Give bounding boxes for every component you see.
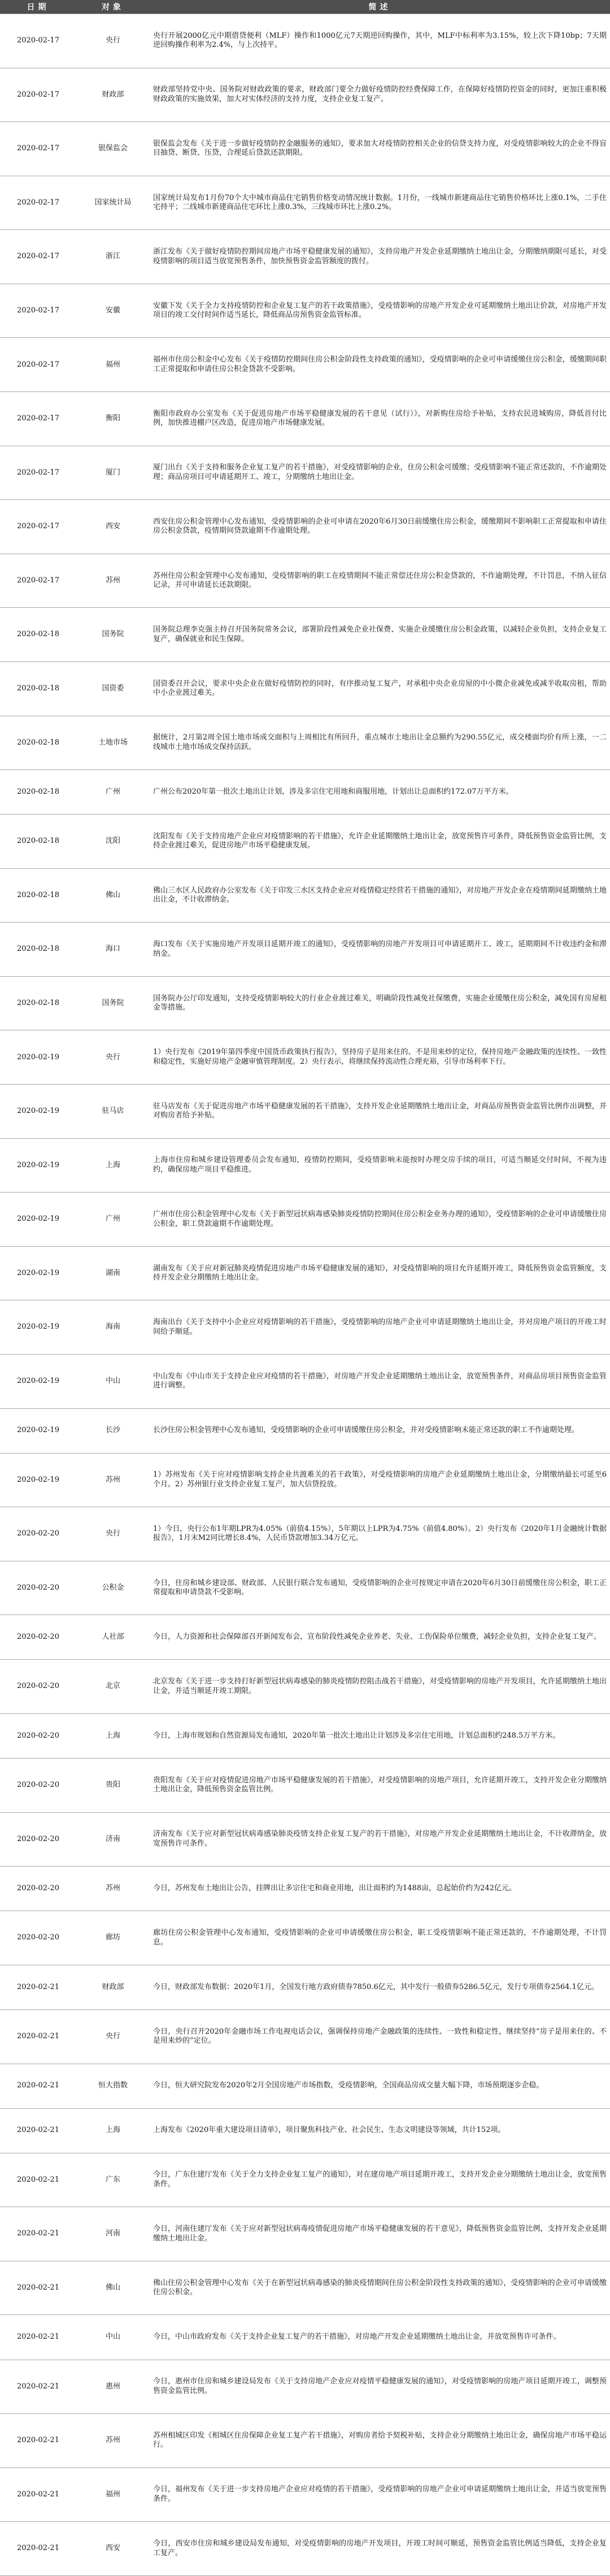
row-object-cell: 苏州 (76, 2414, 150, 2468)
table-row (0, 716, 610, 770)
row-date-cell: 2020-02-17 (0, 392, 76, 446)
row-object-cell: 长沙 (76, 1408, 150, 1453)
header-description: 简述 (150, 0, 610, 14)
row-object-cell: 上海 (76, 1714, 150, 1759)
row-object-cell: 佛山 (76, 868, 150, 923)
row-object-cell: 上海 (76, 2108, 150, 2153)
row-date-cell: 2020-02-21 (0, 1965, 76, 2009)
table-row (0, 1561, 610, 1615)
row-date-cell: 2020-02-17 (0, 554, 76, 608)
table-row (0, 662, 610, 716)
row-date-cell: 2020-02-17 (0, 500, 76, 554)
row-date-cell: 2020-02-19 (0, 1453, 76, 1507)
table-row (0, 176, 610, 230)
table-row (0, 1246, 610, 1300)
row-date-cell: 2020-02-17 (0, 230, 76, 284)
row-object-cell: 福州 (76, 338, 150, 392)
row-date-cell: 2020-02-17 (0, 338, 76, 392)
table-row (0, 2153, 610, 2207)
row-object-cell: 财政部 (76, 1965, 150, 2009)
table-row (0, 1660, 610, 1714)
row-object-cell: 广州 (76, 1193, 150, 1247)
table-row (0, 392, 610, 446)
row-date-cell: 2020-02-19 (0, 1300, 76, 1355)
row-description-cell: 厦门出台《关于支持和服务企业复工复产的若干措施》，对受疫情影响的企业，住房公积金可缓缴；受疫情影响不能正常还款的，不作逾期处理；商品房项目可申请延期开工、竣工，分期缴纳土地出让金。 (150, 446, 610, 500)
row-object-cell: 恒大指数 (76, 2064, 150, 2108)
table-row (0, 446, 610, 500)
row-description-cell: 浙江发布《关于做好疫情防控期间房地产市场平稳健康发展的通知》，支持房地产开发企业延期缴纳土地出让金，分期缴纳期限可延长，对受疫情影响的项目适当放宽预售条件，加快预售资金监管额度的拨付。 (150, 230, 610, 284)
row-object-cell: 人社部 (76, 1615, 150, 1660)
header-object: 对象 (76, 0, 150, 14)
table-row (0, 1453, 610, 1507)
row-date-cell: 2020-02-18 (0, 608, 76, 662)
row-date-cell: 2020-02-20 (0, 1911, 76, 1965)
row-object-cell: 广东 (76, 2153, 150, 2207)
table-row (0, 2468, 610, 2522)
table-row (0, 1030, 610, 1085)
row-object-cell: 央行 (76, 1507, 150, 1561)
table-row (0, 230, 610, 284)
row-description-cell: 廊坊住房公积金管理中心发布通知，受疫情影响的企业可申请缓缴住房公积金，职工受疫情影响不能正常还款的，不作逾期处理，不计罚息。 (150, 1911, 610, 1965)
row-date-cell: 2020-02-21 (0, 2009, 76, 2064)
table-row (0, 2009, 610, 2064)
row-object-cell: 广州 (76, 770, 150, 815)
row-object-cell: 河南 (76, 2207, 150, 2261)
row-date-cell: 2020-02-17 (0, 446, 76, 500)
table-row (0, 976, 610, 1030)
table-row (0, 122, 610, 176)
row-description-cell: 财政部坚持党中央、国务院对财政政策的要求，财政部门要全力做好疫情防控经费保障工作，在保障好疫情防控资金的同时，更加注重积极财政政策的实施效果，加大对实体经济的支持力度，支持企业复工复产。 (150, 68, 610, 122)
row-object-cell: 中山 (76, 1354, 150, 1408)
row-description-cell: 今日，广东住建厅发布《关于全力支持企业复工复产的通知》，对在建房地产项目延期开竣工，支持开发企业分期缴纳土地出让金，放宽预售条件。 (150, 2153, 610, 2207)
row-object-cell: 苏州 (76, 1866, 150, 1911)
row-date-cell: 2020-02-21 (0, 2064, 76, 2108)
row-date-cell: 2020-02-21 (0, 2261, 76, 2315)
row-date-cell: 2020-02-20 (0, 1714, 76, 1759)
row-object-cell: 央行 (76, 2009, 150, 2064)
row-description-cell: 今日，住房和城乡建设部、财政部、人民银行联合发布通知，受疫情影响的企业可按规定申请在2020年6月30日前缓缴住房公积金，职工正常提取和申请贷款不受影响。 (150, 1561, 610, 1615)
row-description-cell: 长沙住房公积金管理中心发布通知，受疫情影响的企业可申请缓缴住房公积金，并对受疫情影响未能正常还款的职工不作逾期处理。 (150, 1408, 610, 1453)
row-date-cell: 2020-02-21 (0, 2153, 76, 2207)
row-description-cell: 国务院总理李克强主持召开国务院常务会议，部署阶段性减免企业社保费、实施企业缓缴住房公积金政策，以减轻企业负担，支持企业复工复产，确保就业和民生保障。 (150, 608, 610, 662)
table-row (0, 1714, 610, 1759)
row-description-cell: 湖南发布《关于应对新冠肺炎疫情促进房地产市场平稳健康发展的通知》，对受疫情影响的项目允许延期开竣工，降低预售资金监管额度，支持开发企业分期缴纳土地出让金。 (150, 1246, 610, 1300)
table-row (0, 770, 610, 815)
row-description-cell: 今日，恒大研究院发布2020年2月全国房地产市场指数，受疫情影响，全国商品房成交量大幅下降，市场预期逐步企稳。 (150, 2064, 610, 2108)
row-object-cell: 公积金 (76, 1561, 150, 1615)
row-description-cell: 据统计，2月第2周全国土地市场成交面积与上周相比有所回升，重点城市土地出让金总额约为290.55亿元，成交楼面均价有所上涨，一二线城市土地市场成交保持活跃。 (150, 716, 610, 770)
row-description-cell: 今日，河南住建厅发布《关于应对新型冠状病毒疫情促进房地产市场平稳健康发展的若干意见》，降低预售资金监管比例，支持开发企业延期缴纳土地出让金。 (150, 2207, 610, 2261)
row-description-cell: 苏州住房公积金管理中心发布通知，受疫情影响的职工在疫情期间不能正常偿还住房公积金贷款的，不作逾期处理，不计罚息，不纳入征信记录，并可申请延长还款期限。 (150, 554, 610, 608)
row-object-cell: 安徽 (76, 284, 150, 338)
row-date-cell: 2020-02-20 (0, 1660, 76, 1714)
row-description-cell: 1）今日，央行公布1年期LPR为4.05%（前值4.15%），5年期以上LPR为4.75%（前值4.80%）。2）央行发布《2020年1月金融统计数据报告》，1月末M2同比增长8.4%，人民币贷款增加3.34万亿元。 (150, 1507, 610, 1561)
row-date-cell: 2020-02-17 (0, 68, 76, 122)
row-date-cell: 2020-02-20 (0, 1561, 76, 1615)
row-date-cell: 2020-02-19 (0, 1246, 76, 1300)
row-object-cell: 廊坊 (76, 1911, 150, 1965)
row-date-cell: 2020-02-21 (0, 2207, 76, 2261)
table-row (0, 1866, 610, 1911)
row-date-cell: 2020-02-18 (0, 716, 76, 770)
row-description-cell: 中山发布《中山市关于支持企业应对疫情的若干措施》，对房地产开发企业延期缴纳土地出让金，放宽预售条件，对商品房项目预售资金监管进行调整。 (150, 1354, 610, 1408)
row-description-cell: 济南发布《关于应对新型冠状病毒感染肺炎疫情支持企业复工复产的若干措施》，对房地产开发企业延期缴纳土地出让金，不计收滞纳金，放宽预售许可条件。 (150, 1812, 610, 1866)
row-description-cell: 广州市住房公积金管理中心发布《关于新型冠状病毒感染肺炎疫情防控期间住房公积金业务办理的通知》，受疫情影响的企业可申请缓缴住房公积金，职工贷款逾期不作逾期处理。 (150, 1193, 610, 1247)
table-row (0, 2522, 610, 2576)
row-date-cell: 2020-02-19 (0, 1085, 76, 1139)
table-row (0, 1085, 610, 1139)
row-description-cell: 今日，苏州发布土地出让公告，挂牌出让多宗住宅和商业用地，出让面积约为1488亩，总起始价约为242亿元。 (150, 1866, 610, 1911)
table-row (0, 1193, 610, 1247)
row-description-cell: 今日，福州发布《关于进一步支持房地产企业应对疫情的若干措施》，受疫情影响的房地产企业可申请延期缴纳土地出让金，并适当放宽预售条件。 (150, 2468, 610, 2522)
row-description-cell: 衡阳市政府办公室发布《关于促进房地产市场平稳健康发展的若干意见（试行）》，对新购住房给予补贴，支持农民进城购房，降低首付比例，加快推进棚户区改造，促进房地产市场健康发展。 (150, 392, 610, 446)
row-description-cell: 广州公布2020年第一批次土地出让计划，涉及多宗住宅用地和商服用地，计划出让总面积约172.07万平方米。 (150, 770, 610, 815)
row-description-cell: 沈阳发布《关于支持房地产企业应对疫情影响的若干措施》，允许企业延期缴纳土地出让金，放宽预售许可条件，降低预售资金监管比例，支持企业渡过难关，促进房地产市场平稳健康发展。 (150, 815, 610, 869)
table-row (0, 1408, 610, 1453)
row-date-cell: 2020-02-21 (0, 2360, 76, 2414)
row-date-cell: 2020-02-19 (0, 1030, 76, 1085)
table-row (0, 923, 610, 977)
row-description-cell: 上海市住房和城乡建设管理委员会发布通知，疫情防控期间，受疫情影响未能按时办理交房手续的项目，可适当顺延交付时间，不视为违约，确保房地产项目平稳推进。 (150, 1138, 610, 1193)
row-object-cell: 苏州 (76, 1453, 150, 1507)
row-description-cell: 贵阳发布《关于应对疫情促进房地产市场平稳健康发展的若干措施》，对受疫情影响的房地产项目，允许延期开竣工，支持开发企业分期缴纳土地出让金，降低预售资金监管比例。 (150, 1759, 610, 1813)
row-object-cell: 海口 (76, 923, 150, 977)
table-row (0, 1812, 610, 1866)
row-date-cell: 2020-02-20 (0, 1507, 76, 1561)
table-row (0, 338, 610, 392)
row-date-cell: 2020-02-19 (0, 1354, 76, 1408)
row-description-cell: 1）苏州发布《关于应对疫情影响支持企业共渡难关的若干政策》，对受疫情影响的房地产企业延期缴纳土地出让金，分期缴纳最长可延至6个月。2）苏州银行业支持企业复工复产，加大信贷投放。 (150, 1453, 610, 1507)
table-row (0, 14, 610, 68)
table-row (0, 815, 610, 869)
table-row (0, 1354, 610, 1408)
row-date-cell: 2020-02-17 (0, 176, 76, 230)
table-row (0, 1615, 610, 1660)
row-object-cell: 苏州 (76, 554, 150, 608)
row-description-cell: 央行开展2000亿元中期借贷便利（MLF）操作和1000亿元7天期逆回购操作，其中，MLF中标利率为3.15%，较上次下降10bp；7天期逆回购操作利率为2.4%，与上次持平。 (150, 14, 610, 68)
row-object-cell: 西安 (76, 500, 150, 554)
row-date-cell: 2020-02-19 (0, 1408, 76, 1453)
row-object-cell: 济南 (76, 1812, 150, 1866)
table-row (0, 1759, 610, 1813)
row-object-cell: 央行 (76, 14, 150, 68)
row-date-cell: 2020-02-18 (0, 662, 76, 716)
row-object-cell: 浙江 (76, 230, 150, 284)
row-description-cell: 银保监会发布《关于进一步做好疫情防控金融服务的通知》，要求加大对疫情防控相关企业的信贷支持力度，对受疫情影响较大的企业不得盲目抽贷、断贷、压贷，合理延后贷款还款期限。 (150, 122, 610, 176)
row-description-cell: 驻马店发布《关于促进房地产市场平稳健康发展的若干措施》，支持开发企业延期缴纳土地出让金，对商品房预售资金监管比例作出调整，并对购房者给予补贴。 (150, 1085, 610, 1139)
table-row (0, 2360, 610, 2414)
row-object-cell: 国务院 (76, 608, 150, 662)
row-description-cell: 今日，中山市政府发布《关于支持企业复工复产的若干措施》，对房地产开发企业延期缴纳土地出让金，并放宽预售许可条件。 (150, 2315, 610, 2360)
table-row (0, 608, 610, 662)
table-row (0, 1300, 610, 1355)
row-date-cell: 2020-02-21 (0, 2108, 76, 2153)
row-object-cell: 佛山 (76, 2261, 150, 2315)
row-object-cell: 中山 (76, 2315, 150, 2360)
row-date-cell: 2020-02-18 (0, 923, 76, 977)
row-description-cell: 安徽下发《关于全力支持疫情防控和企业复工复产的若干政策措施》，受疫情影响的房地产开发企业可延期缴纳土地出让价款，对房地产开发项目的竣工交付时间作适当延长，降低商品房预售资金监管标准。 (150, 284, 610, 338)
row-description-cell: 今日，财政部发布数据：2020年1月，全国发行地方政府债券7850.6亿元，其中发行一般债券5286.5亿元，发行专项债券2564.1亿元。 (150, 1965, 610, 2009)
row-date-cell: 2020-02-20 (0, 1866, 76, 1911)
row-date-cell: 2020-02-19 (0, 1138, 76, 1193)
row-object-cell: 土地市场 (76, 716, 150, 770)
row-description-cell: 佛山三水区人民政府办公室发布《关于印发三水区支持企业应对疫情稳定经营若干措施的通知》，对房地产开发企业在疫情期间延期缴纳土地出让金，不计收滞纳金。 (150, 868, 610, 923)
row-object-cell: 驻马店 (76, 1085, 150, 1139)
row-description-cell: 苏州相城区印发《相城区住房保障企业复工复产若干措施》，对购房者给予契税补贴，支持企业分期缴纳土地出让金，确保房地产市场平稳运行。 (150, 2414, 610, 2468)
row-description-cell: 上海发布《2020年重大建设项目清单》，项目聚焦科技产业、社会民生、生态文明建设等领域，共计152项。 (150, 2108, 610, 2153)
table-row (0, 2261, 610, 2315)
row-description-cell: 国家统计局发布1月份70个大中城市商品住宅销售价格变动情况统计数据。1月份，一线城市新建商品住宅销售价格环比上涨0.1%，二手住宅持平；二线城市新建商品住宅环比上涨0.3%，三线城市环比上涨0.2%。 (150, 176, 610, 230)
table-row (0, 1965, 610, 2009)
table-row (0, 2207, 610, 2261)
table-header-row (0, 0, 610, 14)
table-row (0, 554, 610, 608)
row-date-cell: 2020-02-21 (0, 2414, 76, 2468)
row-description-cell: 今日，人力资源和社会保障部召开新闻发布会，宣布阶段性减免企业养老、失业、工伤保险单位缴费，减轻企业负担，支持企业复工复产。 (150, 1615, 610, 1660)
row-object-cell: 厦门 (76, 446, 150, 500)
row-date-cell: 2020-02-18 (0, 770, 76, 815)
row-date-cell: 2020-02-18 (0, 976, 76, 1030)
row-object-cell: 银保监会 (76, 122, 150, 176)
table-row (0, 68, 610, 122)
row-object-cell: 沈阳 (76, 815, 150, 869)
table-row (0, 1507, 610, 1561)
row-object-cell: 衡阳 (76, 392, 150, 446)
row-date-cell: 2020-02-19 (0, 1193, 76, 1247)
row-date-cell: 2020-02-17 (0, 14, 76, 68)
table-row (0, 1138, 610, 1193)
row-description-cell: 北京发布《关于进一步支持打好新型冠状病毒感染的肺炎疫情防控阻击战若干措施》，对受疫情影响的房地产开发项目，允许延期缴纳土地出让金，并适当顺延开竣工期限。 (150, 1660, 610, 1714)
row-description-cell: 福州市住房公积金中心发布《关于疫情防控期间住房公积金阶段性支持政策的通知》，受疫情影响的企业可申请缓缴住房公积金，缓缴期间职工正常提取和申请住房公积金贷款不受影响。 (150, 338, 610, 392)
row-date-cell: 2020-02-20 (0, 1759, 76, 1813)
row-object-cell: 财政部 (76, 68, 150, 122)
row-object-cell: 国务院 (76, 976, 150, 1030)
row-description-cell: 国资委召开会议，要求中央企业在做好疫情防控的同时，有序推动复工复产，对承租中央企业房屋的中小微企业减免或减半收取房租，帮助中小企业渡过难关。 (150, 662, 610, 716)
row-date-cell: 2020-02-21 (0, 2522, 76, 2576)
row-object-cell: 央行 (76, 1030, 150, 1085)
table-row (0, 2108, 610, 2153)
table-body (0, 14, 610, 2576)
row-date-cell: 2020-02-20 (0, 1812, 76, 1866)
row-description-cell: 今日，上海市规划和自然资源局发布通知，2020年第一批次土地出让计划涉及多宗住宅用地，计划总面积约248.5万平方米。 (150, 1714, 610, 1759)
row-date-cell: 2020-02-21 (0, 2468, 76, 2522)
table-row (0, 2315, 610, 2360)
row-description-cell: 国务院办公厅印发通知，支持受疫情影响较大的行业企业渡过难关，明确阶段性减免社保缴费，实施企业缓缴住房公积金，减免国有房屋租金等措施。 (150, 976, 610, 1030)
table-row (0, 1911, 610, 1965)
row-object-cell: 海南 (76, 1300, 150, 1355)
row-date-cell: 2020-02-17 (0, 122, 76, 176)
row-description-cell: 海南出台《关于支持中小企业应对疫情影响的若干措施》，受疫情影响的房地产企业可申请延期缴纳土地出让金，并对房地产项目的开竣工时间给予顺延。 (150, 1300, 610, 1355)
table-row (0, 868, 610, 923)
row-description-cell: 佛山住房公积金管理中心发布《关于在新型冠状病毒感染的肺炎疫情期间住房公积金阶段性支持政策的通知》，受疫情影响的企业可申请缓缴住房公积金。 (150, 2261, 610, 2315)
row-date-cell: 2020-02-20 (0, 1615, 76, 1660)
row-object-cell: 贵阳 (76, 1759, 150, 1813)
row-object-cell: 国家统计局 (76, 176, 150, 230)
row-date-cell: 2020-02-17 (0, 284, 76, 338)
row-object-cell: 北京 (76, 1660, 150, 1714)
row-description-cell: 1）央行发布《2019年第四季度中国货币政策执行报告》，坚持房子是用来住的、不是用来炒的定位，保持房地产金融政策的连续性、一致性和稳定性，实施好房地产金融审慎管理制度。2）央行表示，将继续保持流动性合理充裕，引导市场利率下行。 (150, 1030, 610, 1085)
row-description-cell: 海口发布《关于实施房地产开发项目延期开竣工的通知》，受疫情影响的房地产开发项目可申请延期开工、竣工，延期期间不计收违约金和滞纳金。 (150, 923, 610, 977)
table-row (0, 284, 610, 338)
header-date: 日期 (0, 0, 76, 14)
table-row (0, 2064, 610, 2108)
row-description-cell: 今日，惠州市住房和城乡建设局发布《关于支持房地产企业应对疫情平稳健康发展的通知》，对受疫情影响的房地产项目延期开竣工，调整预售资金监管比例。 (150, 2360, 610, 2414)
row-description-cell: 今日，西安市住房和城乡建设局发布通知，对受疫情影响的房地产开发项目，开竣工时间可顺延，预售资金监管比例适当降低，支持企业复工复产。 (150, 2522, 610, 2576)
table-row (0, 500, 610, 554)
row-date-cell: 2020-02-18 (0, 868, 76, 923)
row-description-cell: 西安住房公积金管理中心发布通知，受疫情影响的企业可申请在2020年6月30日前缓缴住房公积金，缓缴期间不影响职工正常提取和申请住房公积金贷款，疫情期间贷款逾期不作逾期处理。 (150, 500, 610, 554)
row-object-cell: 国资委 (76, 662, 150, 716)
row-object-cell: 惠州 (76, 2360, 150, 2414)
row-object-cell: 西安 (76, 2522, 150, 2576)
row-object-cell: 上海 (76, 1138, 150, 1193)
row-description-cell: 今日，央行召开2020年金融市场工作电视电话会议，强调保持房地产金融政策的连续性、一致性和稳定性，继续坚持“房子是用来住的、不是用来炒的”定位。 (150, 2009, 610, 2064)
table-row (0, 2414, 610, 2468)
row-date-cell: 2020-02-18 (0, 815, 76, 869)
row-object-cell: 福州 (76, 2468, 150, 2522)
row-object-cell: 湖南 (76, 1246, 150, 1300)
row-date-cell: 2020-02-21 (0, 2315, 76, 2360)
